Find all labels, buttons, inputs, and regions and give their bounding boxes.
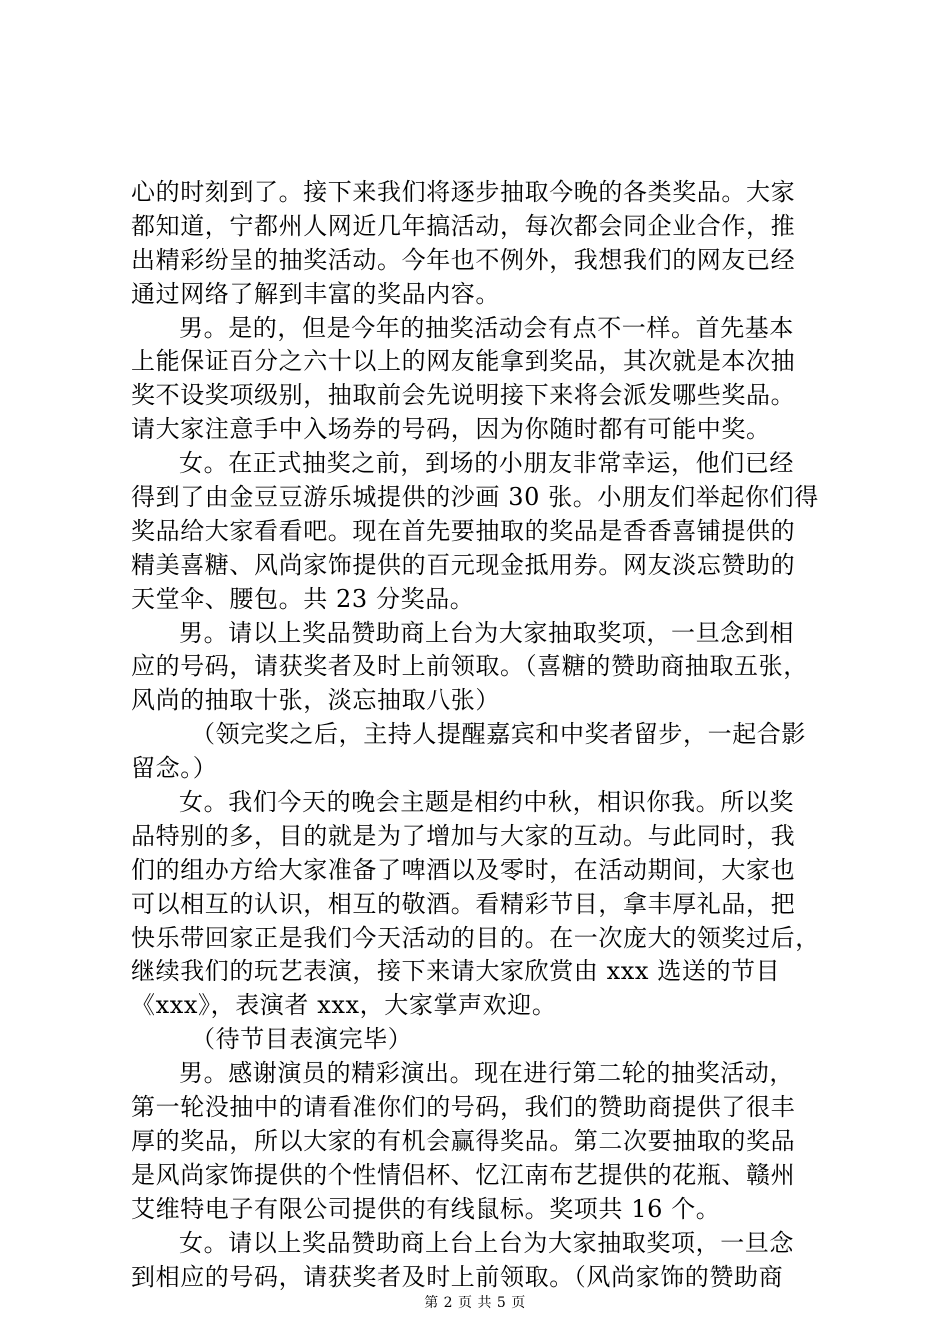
text-line: 天堂伞、腰包。共 23 分奖品。 bbox=[131, 584, 475, 613]
text-line: 得到了由金豆豆游乐城提供的沙画 30 张。小朋友们举起你们得 bbox=[131, 483, 819, 512]
text-line: 出精彩纷呈的抽奖活动。今年也不例外，我想我们的网友已经 bbox=[131, 245, 796, 274]
text-line: 《xxx》，表演者 xxx，大家掌声欢迎。 bbox=[131, 991, 557, 1020]
text-line: 女。我们今天的晚会主题是相约中秋，相识你我。所以奖 bbox=[179, 788, 794, 817]
text-line: 们的组办方给大家准备了啤酒以及零时，在活动期间，大家也 bbox=[131, 855, 796, 884]
text-line: 快乐带回家正是我们今天活动的目的。在一次庞大的领奖过后， bbox=[131, 923, 820, 952]
body-text bbox=[131, 176, 827, 1294]
text-line: 男。请以上奖品赞助商上台为大家抽取奖项，一旦念到相 bbox=[179, 618, 794, 647]
text-line: 请大家注意手中入场券的号码，因为你随时都有可能中奖。 bbox=[131, 415, 771, 444]
text-line: 第一轮没抽中的请看准你们的号码，我们的赞助商提供了很丰 bbox=[131, 1093, 796, 1122]
text-line: 奖品给大家看看吧。现在首先要抽取的奖品是香香喜铺提供的 bbox=[131, 516, 796, 545]
text-line: 风尚的抽取十张，淡忘抽取八张） bbox=[131, 686, 500, 715]
text-line: 留念。） bbox=[131, 754, 218, 783]
text-line: 继续我们的玩艺表演，接下来请大家欣赏由 xxx 选送的节目 bbox=[131, 957, 781, 986]
text-line: 上能保证百分之六十以上的网友能拿到奖品，其次就是本次抽 bbox=[131, 347, 796, 376]
text-line: （待节目表演完毕） bbox=[191, 1025, 413, 1054]
text-line: 通过网络了解到丰富的奖品内容。 bbox=[131, 279, 500, 308]
page-footer: 第 2 页 共 5 页 bbox=[424, 1295, 526, 1311]
text-line: 精美喜糖、风尚家饰提供的百元现金抵用券。网友淡忘赞助的 bbox=[131, 550, 796, 579]
text-line: 品特别的多，目的就是为了增加与大家的互动。与此同时，我 bbox=[131, 821, 796, 850]
text-line: 奖不设奖项级别，抽取前会先说明接下来将会派发哪些奖品。 bbox=[131, 381, 796, 410]
text-line: 可以相互的认识，相互的敬酒。看精彩节目，拿丰厚礼品，把 bbox=[131, 889, 796, 918]
text-line: 心的时刻到了。接下来我们将逐步抽取今晚的各类奖品。大家 bbox=[131, 178, 796, 206]
text-line: 是风尚家饰提供的个性情侣杯、忆江南布艺提供的花瓶、赣州 bbox=[131, 1160, 796, 1189]
text-line: 都知道，宁都州人网近几年搞活动，每次都会同企业合作，推 bbox=[131, 211, 796, 240]
text-line: 到相应的号码，请获奖者及时上前领取。（风尚家饰的赞助商 bbox=[131, 1262, 784, 1291]
text-line: 厚的奖品，所以大家的有机会赢得奖品。第二次要抽取的奖品 bbox=[131, 1126, 796, 1155]
text-line: 女。请以上奖品赞助商上台上台为大家抽取奖项，一旦念 bbox=[179, 1228, 794, 1257]
text-line: 应的号码，请获奖者及时上前领取。（喜糖的赞助商抽取五张， bbox=[131, 652, 808, 681]
text-line: 男。感谢演员的精彩演出。现在进行第二轮的抽奖活动， bbox=[179, 1059, 794, 1088]
text-line: （领完奖之后，主持人提醒嘉宾和中奖者留步，一起合影 bbox=[191, 720, 806, 749]
text-line: 女。在正式抽奖之前，到场的小朋友非常幸运，他们已经 bbox=[179, 449, 794, 478]
text-line: 男。是的，但是今年的抽奖活动会有点不一样。首先基本 bbox=[179, 313, 794, 342]
text-line: 艾维特电子有限公司提供的有线鼠标。奖项共 16 个。 bbox=[131, 1194, 721, 1223]
